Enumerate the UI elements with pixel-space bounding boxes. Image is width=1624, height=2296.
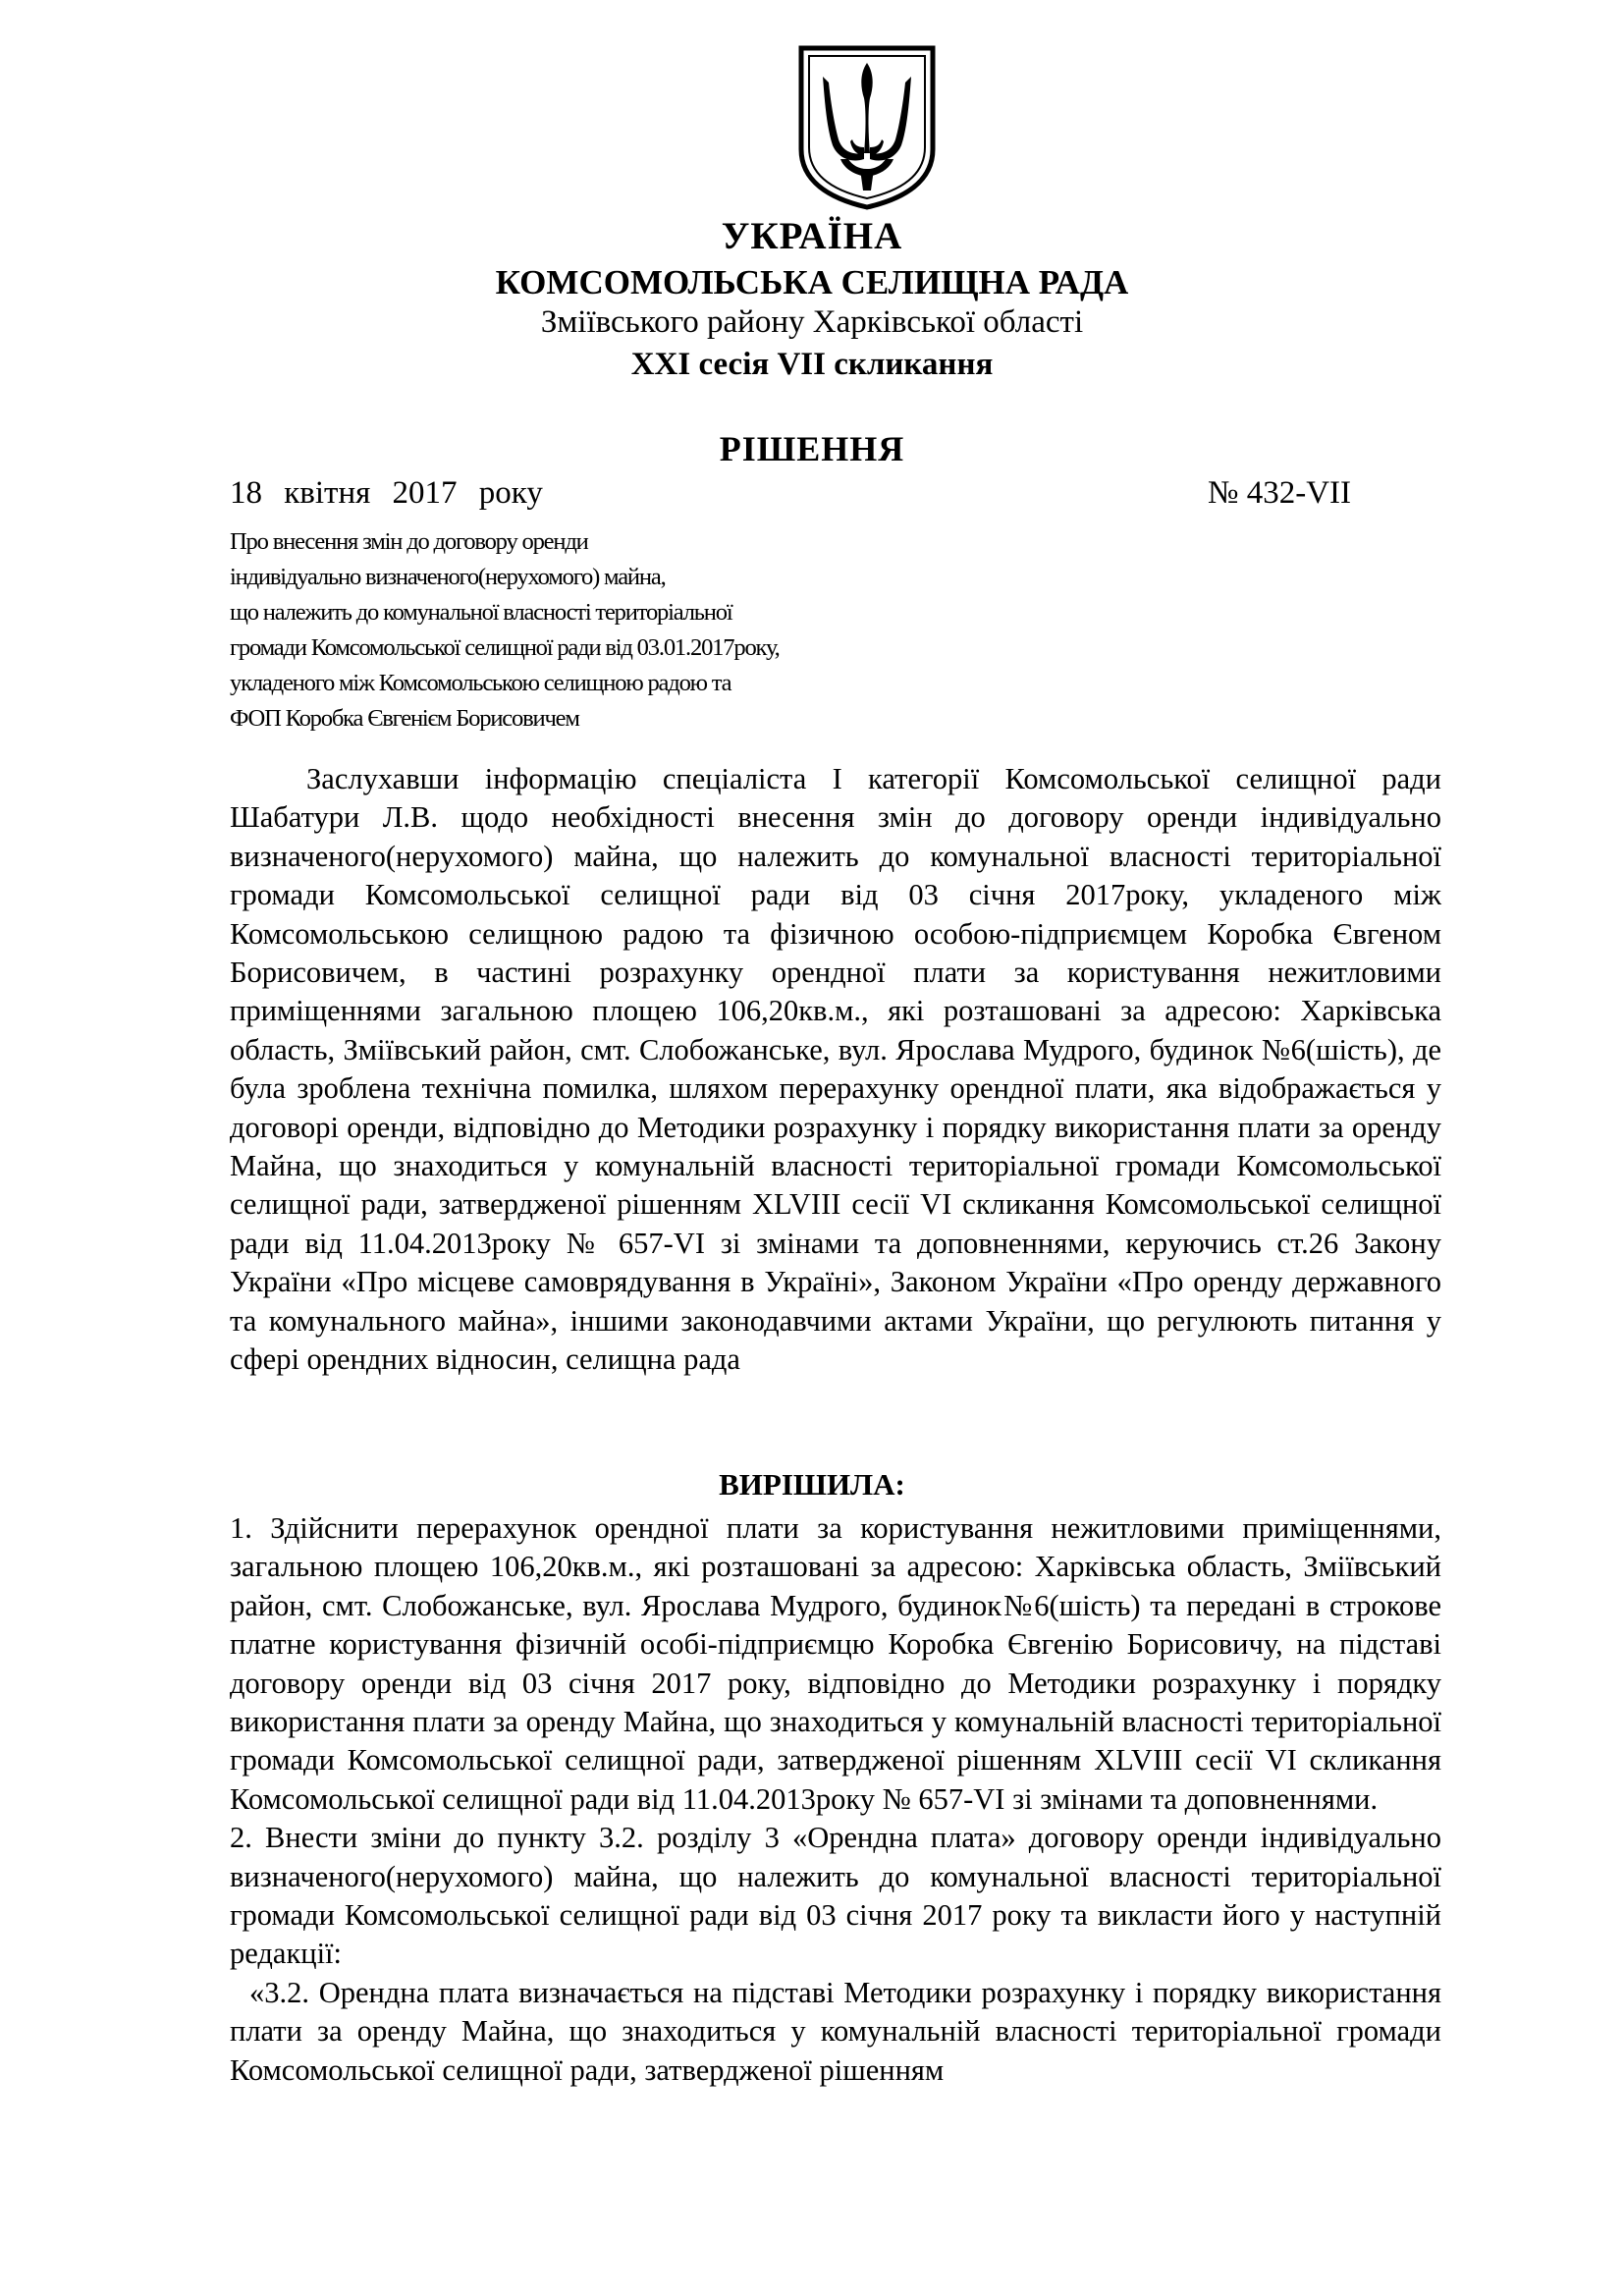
decision-subject [230, 524, 780, 737]
resolution-items [230, 1509, 1441, 2090]
resolved-heading: ВИРІШИЛА: [719, 1467, 905, 1502]
subject-line: ФОП Коробка Євгенієм Борисовичем [230, 705, 579, 732]
session-heading: XXI сесія VII скликання [630, 347, 994, 382]
subject-line: що належить до комунальної власності територіальної [230, 599, 732, 626]
subject-line: Про внесення змін до договору оренди [230, 528, 588, 555]
country-heading: УКРАЇНА [721, 215, 903, 257]
document-type-heading: РІШЕННЯ [719, 429, 905, 468]
resolution-item-1: 1. Здійснити перерахунок орендної плати за користування нежитловими приміщеннями, загальною площею 106,20кв.м., які розташовані за адресою: Харківська область, Зміївський район, смт. Слобожанське, вул. Ярослава Мудрого, будинок№6(шість) та передані в строкове платне користування фізичній особі-підприємцю Коробка Євгенію Борисовичу, на підставі договору оренди від 03 січня 2017 року, відповідно до Методики розрахунку і порядку використання плати за оренду Майна, що знаходиться у комунальній власності територіальної громади Комсомольської селищної ради, затвердженої рішенням XLVIII сесії VI скликання Комсомольської селищної ради від 11.04.2013року № 657-VI зі змінами та доповненнями. [230, 1511, 1441, 1816]
subject-line: громади Комсомольської селищної ради від 03.01.2017року, [230, 634, 780, 661]
coat-of-arms-icon [795, 43, 939, 210]
resolution-item-quote: «3.2. Орендна плата визначається на підставі Методики розрахунку і порядку використання плати за оренду Майна, що знаходиться у комунальній власності територіальної громади Комсомольської селищної ради, затвердженої рішенням [230, 1975, 1441, 2087]
subject-line: індивідуально визначеного(нерухомого) майна, [230, 564, 666, 590]
subject-line: укладеного між Комсомольською селищною радою та [230, 670, 731, 696]
preamble-paragraph: Заслухавши інформацію спеціаліста І категорії Комсомольської селищної ради Шабатури Л.В. щодо необхідності внесення змін до договору оренди індивідуально визначеного(нерухомого) майна, що належить до комунальної власності територіальної громади Комсомольської селищної ради від 03 січня 2017року, укладеного між Комсомольською селищною радою та фізичною особою-підприємцем Коробка Євгеном Борисовичем, в частині розрахунку орендної плати за користування нежитловими приміщеннями загальною площею 106,20кв.м., які розташовані за адресою: Харківська область, Зміївський район, смт. Слобожанське, вул. Ярослава Мудрого, будинок №6(шість), де була зроблена технічна помилка, шляхом перерахунку орендної плати, яка відображається у договорі оренди, відповідно до Методики розрахунку і порядку використання плати за оренду Майна, що знаходиться у комунальній власності територіальної громади Комсомольської селищної ради, затвердженої рішенням XLVIII сесії VI скликання Комсомольської селищної ради від 11.04.2013року № 657-VI зі змінами та доповненнями, керуючись ст.26 Закону України «Про місцеве самоврядування в Україні», Законом України «Про оренду державного та комунального майна», іншими законодавчими актами України, що регулюють питання у сфері орендних відносин, селищна рада [230, 762, 1441, 1377]
decision-number: № 432-VII [1208, 475, 1352, 511]
decision-date: 18 квітня 2017 року [230, 475, 543, 511]
preamble [230, 760, 1441, 1380]
region-heading: Зміївського району Харківської області [540, 304, 1084, 340]
resolution-item-2: 2. Внести зміни до пункту 3.2. розділу 3 «Орендна плата» договору оренди індивідуально визначеного(нерухомого) майна, що належить до комунальної власності територіальної громади Комсомольської селищної ради від 03 січня 2017 року та викласти його у наступній редакції: [230, 1821, 1441, 1971]
council-heading: КОМСОМОЛЬСЬКА СЕЛИЩНА РАДА [495, 263, 1129, 301]
